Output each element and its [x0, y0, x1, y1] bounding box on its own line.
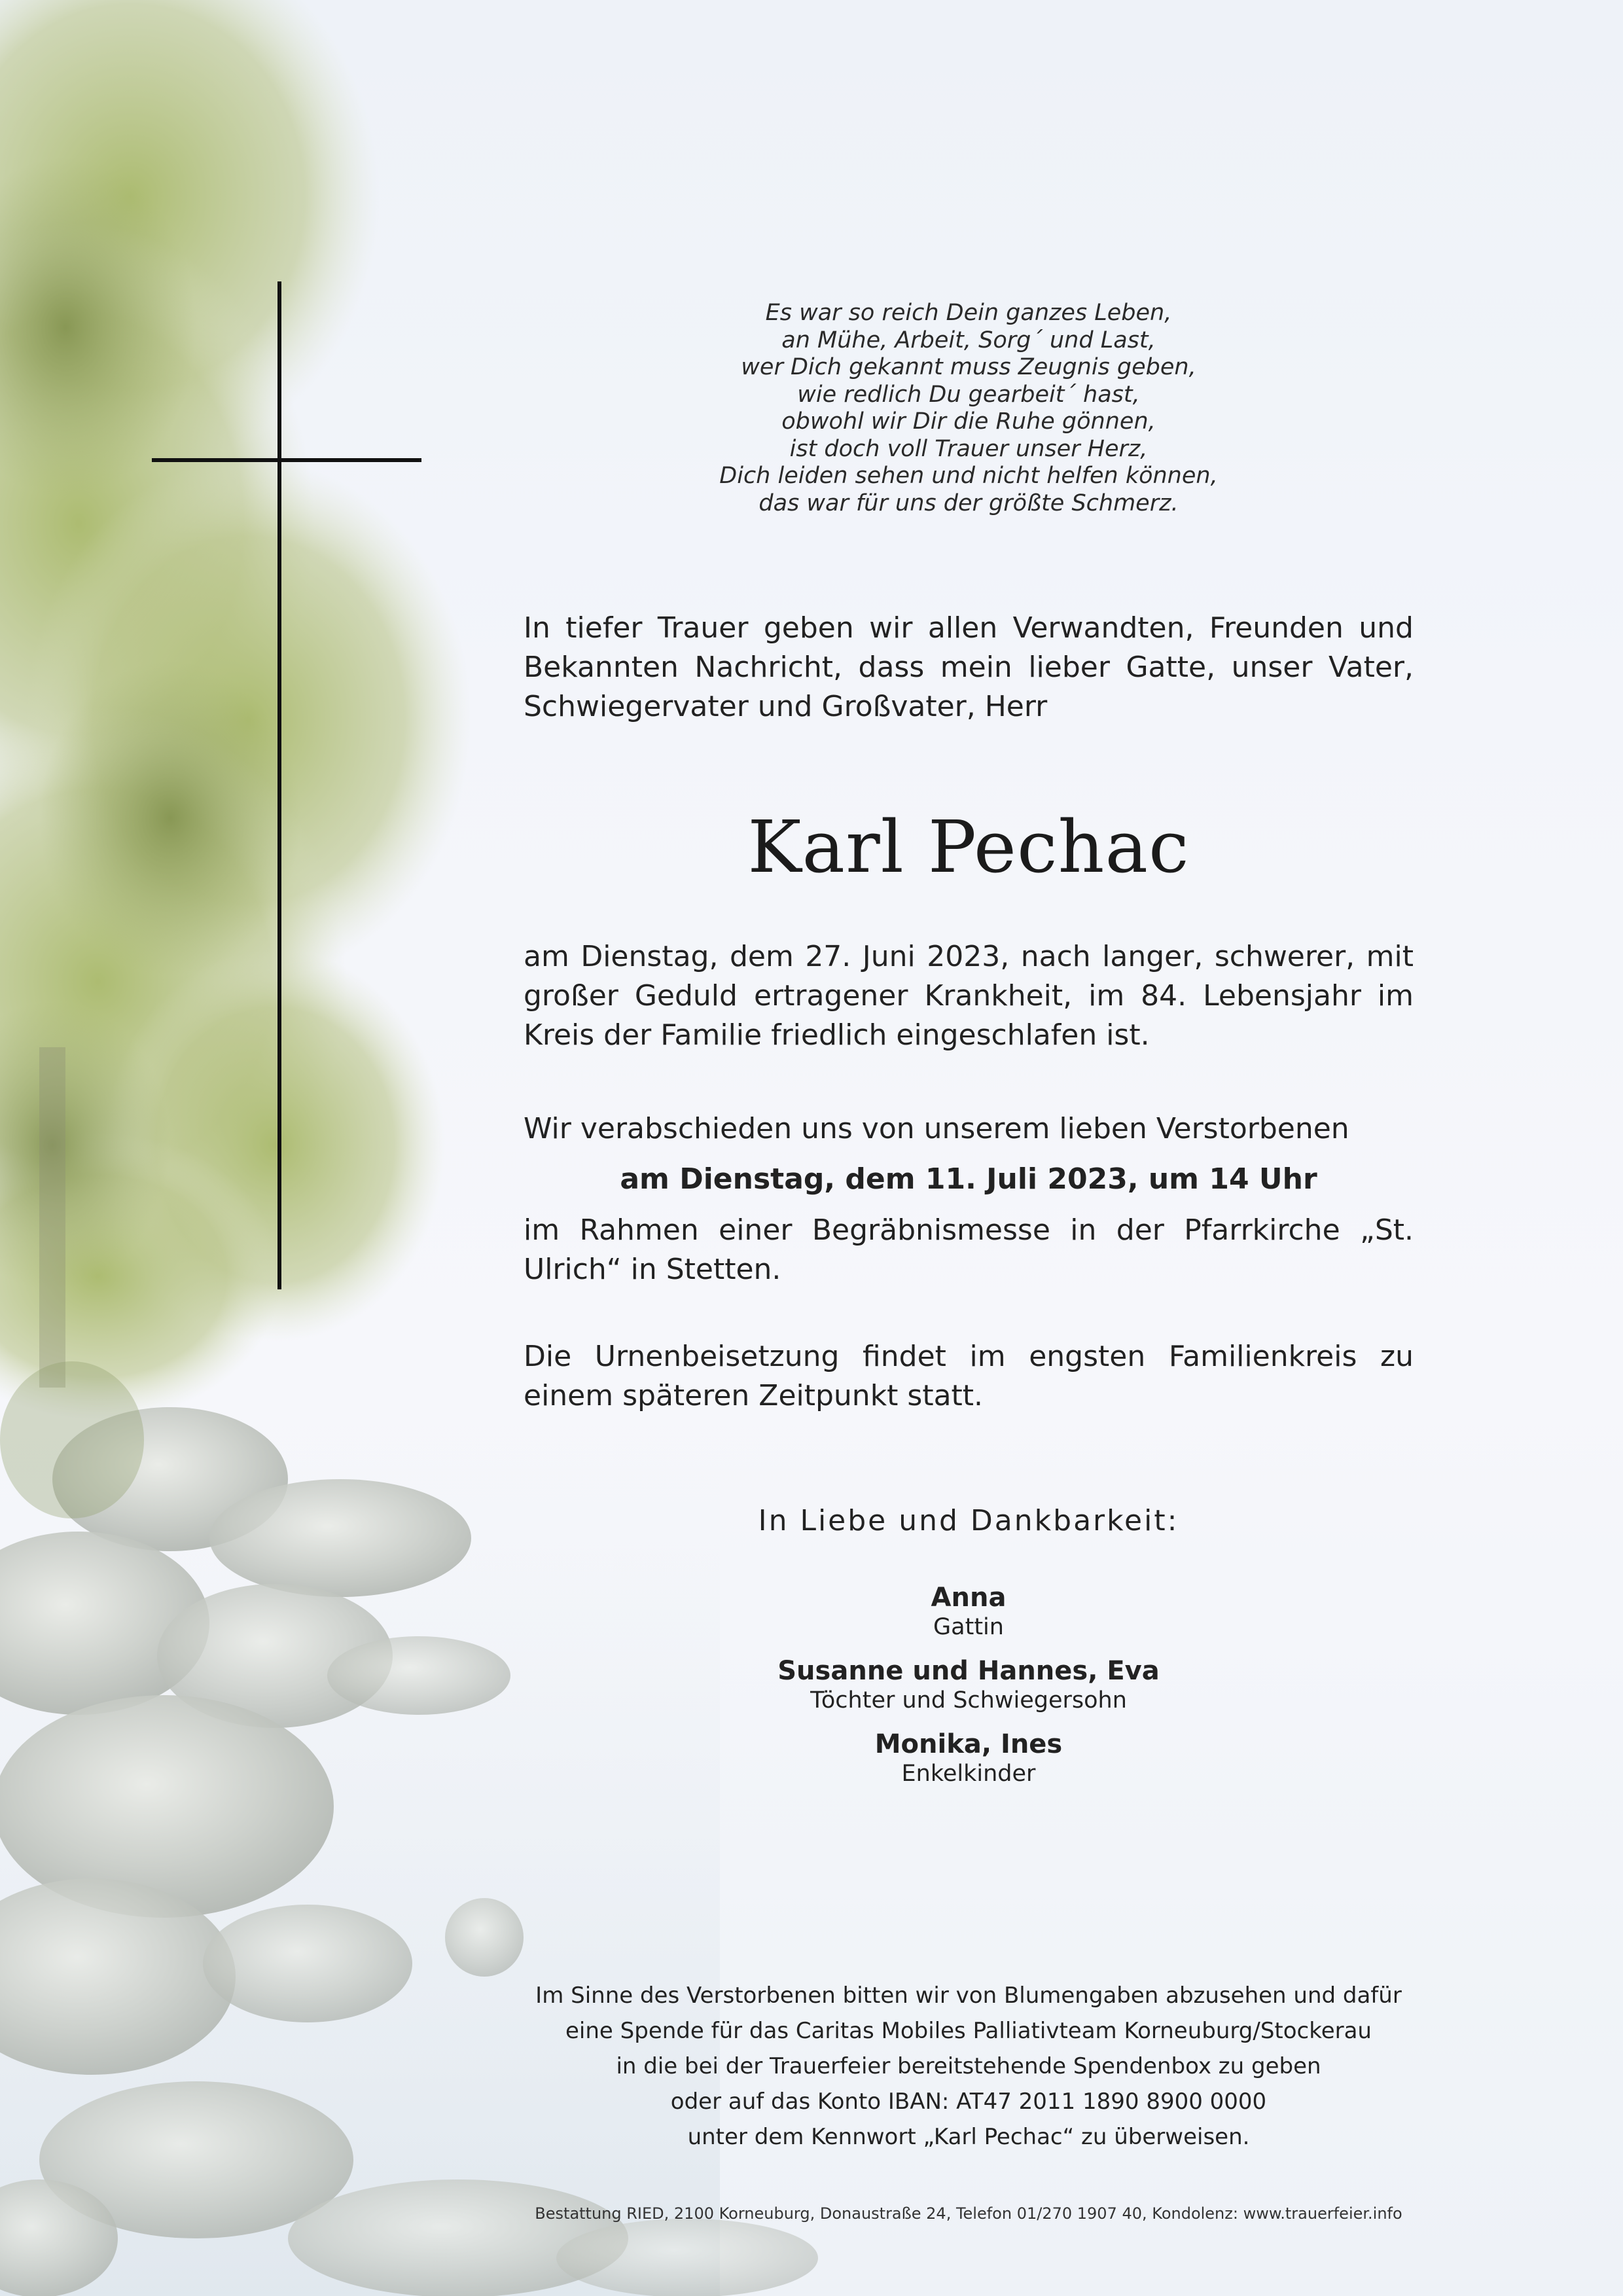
intro-paragraph: In tiefer Trauer geben wir allen Verwandten, Freunden und Bekannten Nachricht, dass mein lieber Gatte, unser Vater, Schwiegervater und Großvater, Herr [524, 611, 1414, 723]
mourner-name: Monika, Ines [874, 1729, 1063, 1759]
cross-icon-bar [152, 458, 421, 462]
farewell-location: im Rahmen einer Begräbnismesse in der Pfarrkirche „St. Ulrich“ in Stetten. [524, 1213, 1414, 1286]
poem-line: obwohl wir Dir die Ruhe gönnen, [781, 408, 1156, 435]
cross-icon [277, 281, 281, 1289]
mourner-name: Anna [931, 1583, 1007, 1613]
donation-line: oder auf das Konto IBAN: AT47 2011 1890 8900 0000 [670, 2089, 1267, 2115]
farewell-date: am Dienstag, dem 11. Juli 2023, um 14 Uhr [620, 1162, 1317, 1196]
poem-line: das war für uns der größte Schmerz. [758, 490, 1179, 516]
donation-line: in die bei der Trauerfeier bereitstehende Spendenbox zu geben [616, 2053, 1321, 2079]
mourner-relation: Töchter und Schwiegersohn [810, 1687, 1127, 1713]
poem-line: Es war so reich Dein ganzes Leben, [765, 300, 1172, 326]
farewell-intro: Wir verabschieden uns von unserem lieben Verstorbenen [524, 1112, 1349, 1145]
poem-line: ist doch voll Trauer unser Herz, [789, 435, 1148, 462]
donation-line: unter dem Kennwort „Karl Pechac“ zu überweisen. [687, 2124, 1250, 2150]
donation-line: eine Spende für das Caritas Mobiles Palliativteam Korneuburg/Stockerau [565, 2018, 1372, 2044]
death-paragraph: am Dienstag, dem 27. Juni 2023, nach langer, schwerer, mit großer Geduld ertragener Krankheit, im 84. Lebensjahr im Kreis der Familie friedlich eingeschlafen ist. [524, 940, 1414, 1052]
donation-notice [497, 1978, 1440, 2155]
poem-line: an Mühe, Arbeit, Sorg´ und Last, [781, 327, 1156, 353]
urn-paragraph: Die Urnenbeisetzung findet im engsten Familienkreis zu einem späteren Zeitpunkt statt. [524, 1340, 1414, 1412]
mourner-relation: Enkelkinder [901, 1761, 1036, 1787]
funeral-home-footer: Bestattung RIED, 2100 Korneuburg, Donaustraße 24, Telefon 01/270 1907 40, Kondolenz: www.trauerfeier.info [535, 2204, 1402, 2223]
poem-line: Dich leiden sehen und nicht helfen können, [719, 463, 1218, 489]
poem-line: wer Dich gekannt muss Zeugnis geben, [741, 354, 1196, 380]
donation-line: Im Sinne des Verstorbenen bitten wir von Blumengaben abzusehen und dafür [535, 1982, 1402, 2009]
poem [654, 300, 1283, 517]
mourner-relation: Gattin [933, 1614, 1004, 1640]
poem-line: wie redlich Du gearbeit´ hast, [797, 381, 1140, 408]
deceased-name: Karl Pechac [747, 805, 1190, 889]
mourner-name: Susanne und Hannes, Eva [777, 1656, 1160, 1686]
closing-line: In Liebe und Dankbarkeit: [758, 1504, 1179, 1537]
